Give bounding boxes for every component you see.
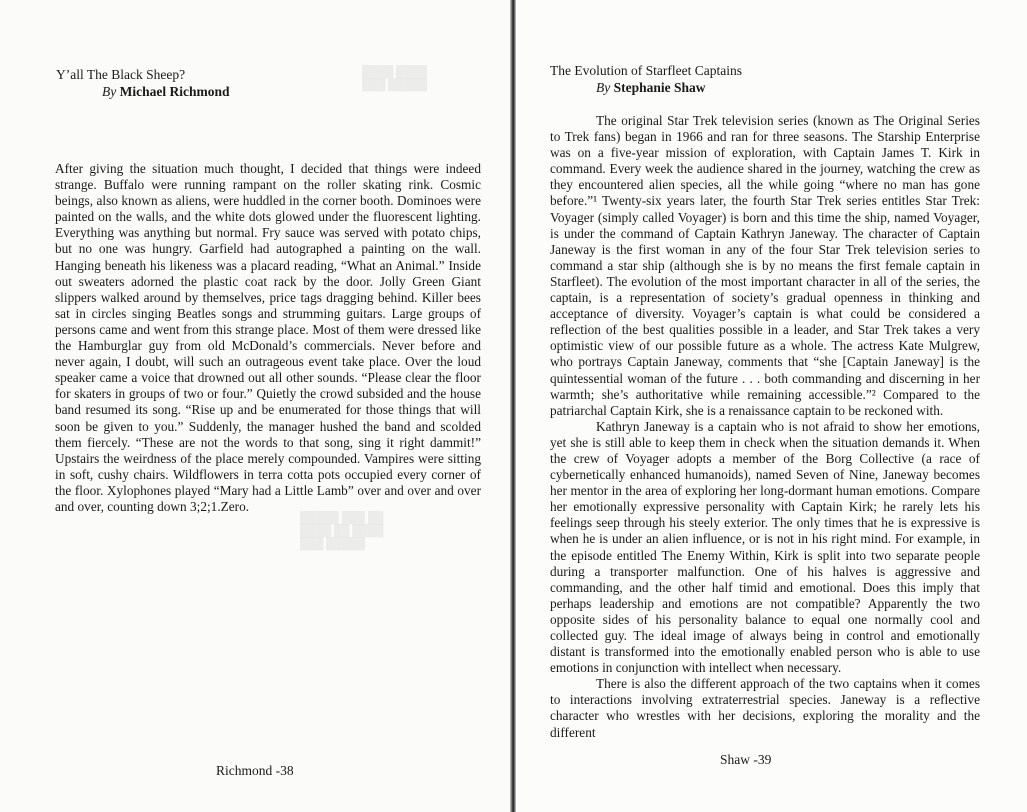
byline-by: By <box>102 84 117 99</box>
byline-author: Stephanie Shaw <box>613 80 706 95</box>
page-folio: Richmond -38 <box>216 763 294 778</box>
byline <box>550 79 742 96</box>
left-page <box>0 0 512 812</box>
right-page <box>516 0 1027 812</box>
article-title: The Evolution of Starfleet Captains <box>550 63 742 78</box>
page-folio: Shaw -39 <box>720 752 772 767</box>
byline <box>56 83 230 100</box>
article-title: Y’all The Black Sheep? <box>56 67 186 82</box>
byline-by: By <box>596 80 611 95</box>
show-through-text: █████ ███ ██ ████ ██ ████ ███ █████ <box>300 512 384 550</box>
body-paragraph: Kathryn Janeway is a captain who is not afraid to show her emotions, yet she is still able to keep them in check when the situation demands it. When the crew of Voyager adopts a member of the Borg Collective (a race of cybernetically enhanced humanoids), named Seven of Nine, Janeway becomes her mentor in the area of exploring her long-dormant human emotions. Compare her emotionally expressive personality with Captain Kirk; he rarely lets his feelings seep through his steely exterior. The only times that he is expressive is when he is under an alien influence, or is not in his right mind. For example, in the episode entitled The Enemy Within, Kirk is split into two separate people during a transporter malfunction. One of his halves is aggressive and commanding, and the other half timid and emotional. Does this imply that perhaps leadership and emotions are not compatible? Apparently the two opposite sides of his personality balance to equal one normally cool and collected guy. The ideal image of always being in control and emotionally distant is transformed into the emotionally enabled person who is able to use emotions in conjunction with intellect when necessary. <box>550 418 980 676</box>
article-body <box>550 113 980 741</box>
article-heading <box>56 66 230 100</box>
article-body <box>55 161 481 515</box>
show-through-text: ████ ████ ███ █████ <box>362 66 428 91</box>
body-paragraph: After giving the situation much thought, I decided that things were indeed strange. Buffalo were running rampant on the roller skating rink. Cosmic beings, also known as aliens, were huddled in the corner booth. Dominoes were painted on the walls, and the white dots glowed under the fluorescent lighting. Everything was anything but normal. Fry sauce was served with potato chips, but no one was hungry. Garfield had autographed a painting on the wall. Hanging beneath his likeness was a placard reading, “What an Animal.” Inside out sweaters adorned the plastic coat rack by the door. Jolly Green Giant slippers walked around by themselves, price tags dragging behind. Killer bees sat in circles singing Beatles songs and strumming guitars. Large groups of persons came and went from this strange place. Most of them were dressed like the Hamburglar guy from old McDonald’s commercials. Never before and never again, I doubt, will such an outrageous event take place. Over the loud speaker came a voice that drowned out all other sounds. “Please clear the floor for skaters in groups of two or four.” Quietly the crowd subsided and the house band resumed its song. “Rise up and be enumerated for those things that will soon be given to you.” Suddenly, the manager hushed the band and scolded them fiercely. “These are not the words to that song, sing it right dammit!” Upstairs the weirdness of the place merely compounded. Vampires were sitting in soft, cushy chairs. Wildflowers in terra cotta pots occupied every corner of the floor. Xylophones played “Mary had a Little Lamb” over and over and over and over, counting down 3;2;1.Zero. <box>55 161 481 514</box>
body-paragraph: There is also the different approach of the two captains when it comes to interactions involving extraterrestrial species. Janeway is a reflective character who wrestles with her decisions, exploring the morality and the different <box>550 676 980 740</box>
article-heading <box>550 62 742 96</box>
body-paragraph: The original Star Trek television series (known as The Original Series to Trek fans) began in 1966 and ran for three seasons. The Starship Enterprise was on a five-year mission of exploration, with Captain James T. Kirk in command. Every week the audience shared in the journey, watching the crew as they encountered alien species, all the while going “where no man has gone before.”¹ Twenty-six years later, the fourth Star Trek series entitles Star Trek: Voyager (simply called Voyager) is born and this time the ship, named Voyager, is under the command of Captain Kathryn Janeway. The character of Captain Janeway is the first woman in any of the four Star Trek television series to command a star ship (although she is by no means the first female captain in Starfleet). The evolution of the most important character in all of the series, the captain, is a representation of society’s gradual openness in thinking and acceptance of diversity. Voyager’s captain is what could be considered a reflection of the best qualities possible in a leader, and Star Trek takes a very optimistic view of our possible future as a whole. The actress Kate Mulgrew, who portrays Captain Janeway, comments that “she [Captain Janeway] is the quintessential woman of the future . . . both commanding and discerning in her warmth; she’s authoritative while remaining accessible.”² Compared to the patriarchal Captain Kirk, she is a renaissance captain to be reckoned with. <box>550 113 980 418</box>
byline-author: Michael Richmond <box>119 84 230 99</box>
